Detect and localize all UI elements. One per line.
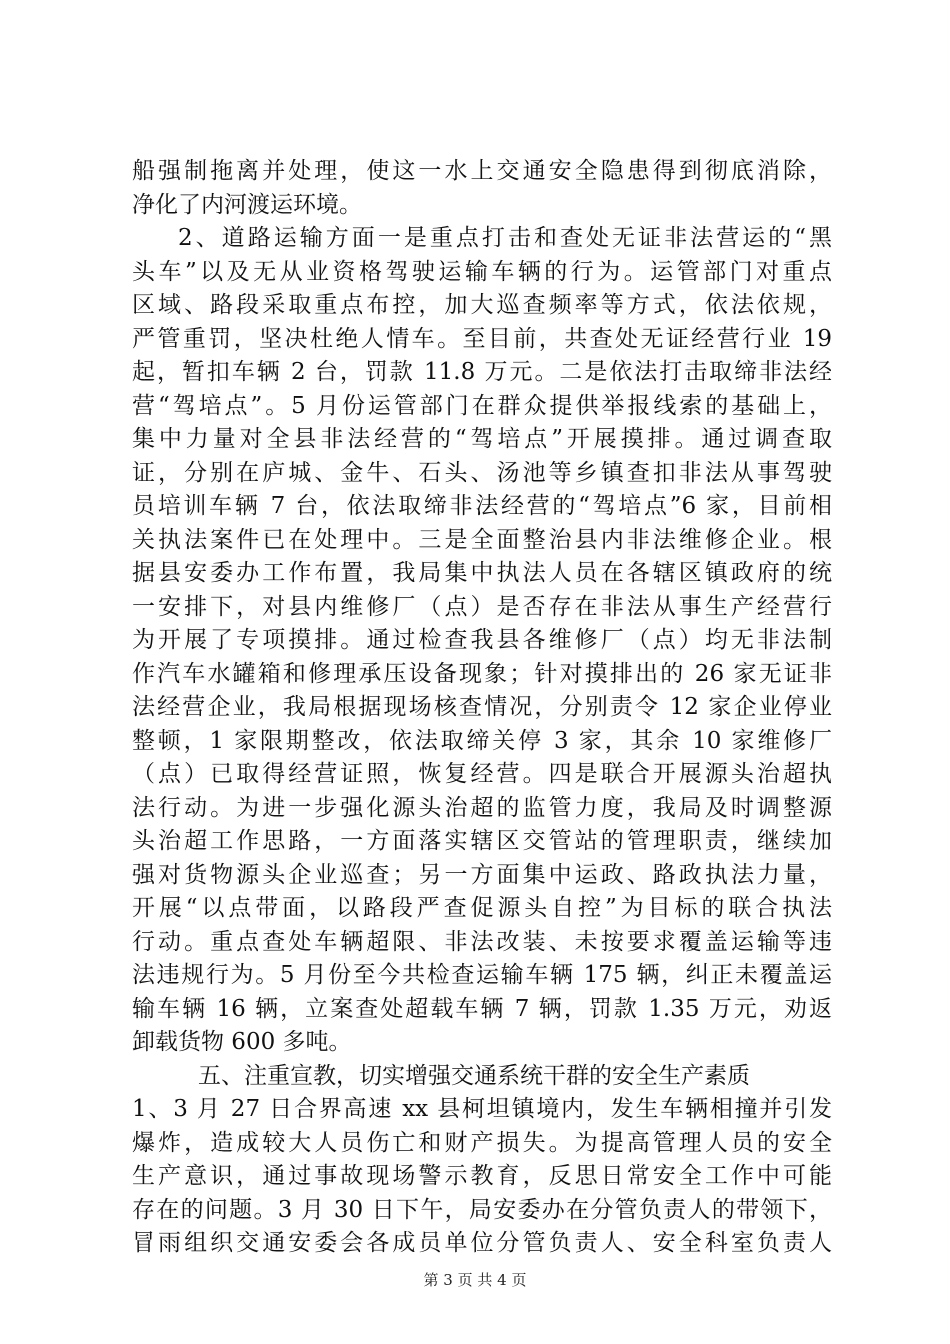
text-line: （点）已取得经营证照，恢复经营。四是联合开展源头治超执 (132, 761, 832, 787)
text-line: 区域、路段采取重点布控，加大巡查频率等方式，依法依规， (132, 292, 832, 318)
text-line: 强对货物源头企业巡查；另一方面集中运政、路政执法力量， (132, 861, 832, 888)
text-line: 冒雨组织交通安委会各成员单位分管负责人、安全科室负责人 (132, 1230, 832, 1256)
text-line: 开展“以点带面，以路段严查促源头自控”为目标的联合执法 (132, 895, 832, 921)
text-line: 存在的问题。3 月 30 日下午，局安委办在分管负责人的带领下， (132, 1196, 832, 1223)
text-line: 净化了内河渡运环境。 (132, 191, 362, 218)
section-heading: 五、注重宣教，切实增强交通系统干群的安全生产素质 (198, 1062, 750, 1089)
text-line: 据县安委办工作布置，我局集中执法人员在各辖区镇政府的统 (132, 560, 832, 586)
text-line: 为开展了专项摸排。通过检查我县各维修厂（点）均无非法制 (132, 627, 832, 653)
text-line: 2、道路运输方面一是重点打击和查处无证非法营运的“黑 (178, 225, 832, 251)
page-footer (0, 1270, 950, 1290)
text-line: 头车”以及无从业资格驾驶运输车辆的行为。运管部门对重点 (132, 258, 832, 285)
text-line: 法违规行为。5 月份至今共检查运输车辆 175 辆，纠正未覆盖运 (132, 962, 832, 988)
text-line: 关执法案件已在处理中。三是全面整治县内非法维修企业。根 (132, 526, 832, 553)
text-line: 行动。重点查处车辆超限、非法改装、未按要求覆盖运输等违 (132, 928, 832, 955)
text-line: 爆炸，造成较大人员伤亡和财产损失。为提高管理人员的安全 (132, 1129, 832, 1156)
text-line: 员培训车辆 7 台，依法取缔非法经营的“驾培点”6 家，目前相 (132, 493, 832, 519)
text-line: 一安排下，对县内维修厂（点）是否存在非法从事生产经营行 (132, 593, 832, 620)
text-line: 船强制拖离并处理，使这一水上交通安全隐患得到彻底消除， (132, 158, 832, 184)
text-line: 集中力量对全县非法经营的“驾培点”开展摸排。通过调查取 (132, 426, 832, 452)
text-line: 卸载货物 600 多吨。 (132, 1029, 352, 1055)
text-line: 法行动。为进一步强化源头治超的监管力度，我局及时调整源 (132, 794, 832, 821)
text-line: 营“驾培点”。5 月份运管部门在群众提供举报线索的基础上， (132, 392, 832, 419)
text-line: 起，暂扣车辆 2 台，罚款 11.8 万元。二是依法打击取缔非法经 (132, 359, 832, 385)
text-line: 作汽车水罐箱和修理承压设备现象；针对摸排出的 26 家无证非 (132, 660, 832, 687)
document-body (132, 155, 832, 1261)
text-line: 证，分别在庐城、金牛、石头、汤池等乡镇查扣非法从事驾驶 (132, 459, 832, 486)
text-line: 1、3 月 27 日合界高速 xx 县柯坦镇境内，发生车辆相撞并引发 (132, 1096, 832, 1122)
text-line: 输车辆 16 辆，立案查处超载车辆 7 辆，罚款 1.35 万元，劝返 (132, 995, 832, 1022)
text-line: 头治超工作思路，一方面落实辖区交管站的管理职责，继续加 (132, 828, 832, 854)
text-line: 法经营企业，我局根据现场核查情况，分别责令 12 家企业停业 (132, 694, 832, 720)
text-line: 生产意识，通过事故现场警示教育，反思日常安全工作中可能 (132, 1163, 832, 1189)
page-number-label: 第 3 页 共 4 页 (423, 1271, 527, 1289)
text-line: 整顿，1 家限期整改，依法取缔关停 3 家，其余 10 家维修厂 (132, 727, 832, 754)
text-line: 严管重罚，坚决杜绝人情车。至目前，共查处无证经营行业 19 (132, 325, 832, 352)
